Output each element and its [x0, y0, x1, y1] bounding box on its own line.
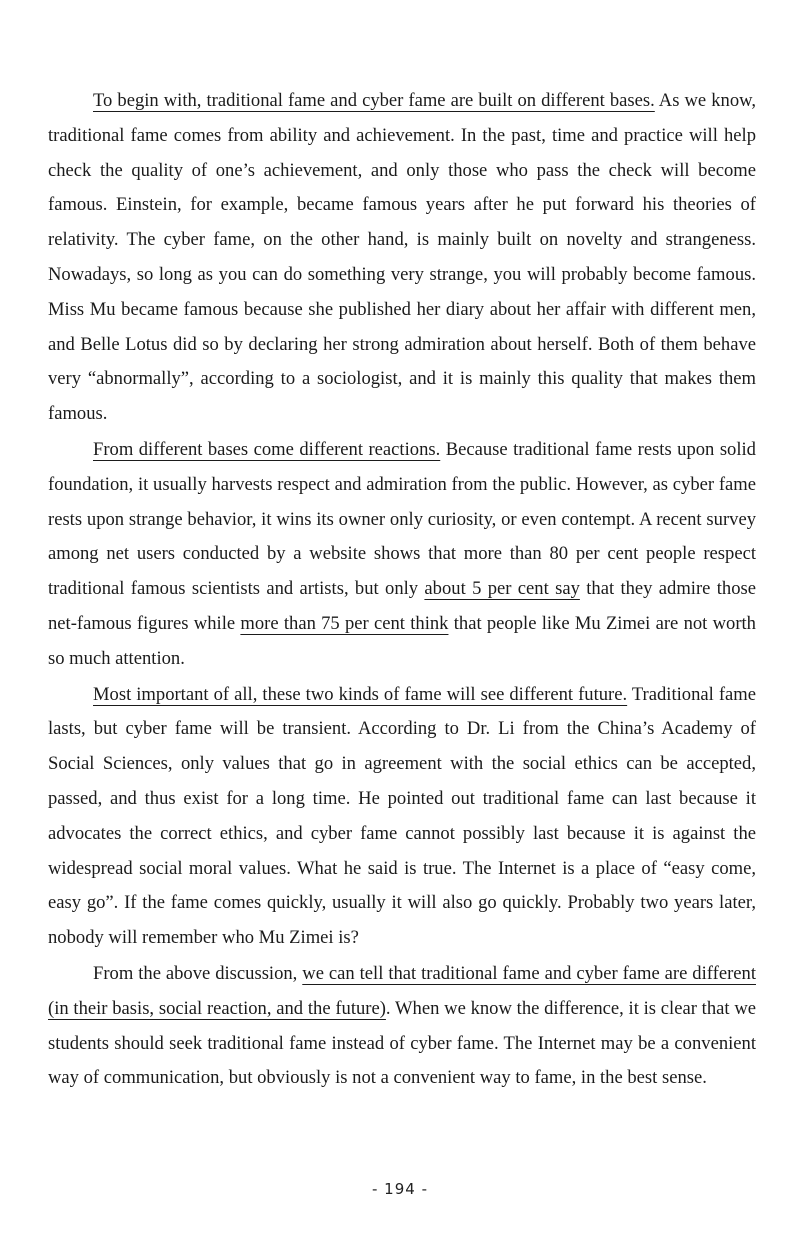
paragraph-1	[48, 84, 756, 432]
paragraph-4-body: . When we know the difference, it is clear that we students should seek traditional fame instead of cyber fame. The Internet may be a convenient way of communication, but obviously is not a convenient way to fame, in the best sense.	[48, 997, 756, 1089]
paragraph-4	[48, 957, 756, 1096]
paragraph-2	[48, 433, 756, 677]
paragraph-2-body: Because traditional fame rests upon solid foundation, it usually harvests respect and admiration from the public. However, as cyber fame rests upon strange behavior, it wins its owner only curiosity, or even contempt. A recent survey among net users conducted by a website shows that more than 80 per cent people respect traditional famous scientists and artists, but only	[48, 438, 756, 600]
underlined-phrase-survey-5: about 5 per cent say	[424, 578, 580, 600]
page-number: - 194 -	[372, 1180, 428, 1198]
topic-sentence-3: Most important of all, these two kinds of fame will see different future.	[93, 683, 628, 705]
conclusion-sentence: we can tell that traditional fame and cyber fame are different (in their basis, social reaction, and the future)	[48, 962, 756, 1019]
document-body	[48, 84, 756, 1096]
underlined-phrase-survey-75: more than 75 per cent think	[240, 612, 449, 634]
paragraph-3	[48, 678, 756, 956]
paragraph-2-body-cont: that they admire those net-famous figures while	[48, 578, 757, 634]
paragraph-1-body: As we know, traditional fame comes from ability and achievement. In the past, time and practice will help check the quality of one’s achievement, and only those who pass the check will become famous. Einstein, for example, became famous years after he put forward his theories of relativity. The cyber fame, on the other hand, is mainly built on novelty and strangeness. Nowadays, so long as you can do something very strange, you will probably become famous. Miss Mu became famous because she published her diary about her affair with different men, and Belle Lotus did so by declaring her strong admiration about herself. Both of them behave very “abnormally”, according to a sociologist, and it is mainly this quality that makes them famous.	[48, 90, 756, 425]
paragraph-2-body-end: that people like Mu Zimei are not worth so much attention.	[48, 612, 756, 669]
paragraph-3-body: Traditional fame lasts, but cyber fame will be transient. According to Dr. Li from the China’s Academy of Social Sciences, only values that go in agreement with the social ethics can be accepted, passed, and thus exist for a long time. He pointed out traditional fame can last because it advocates the correct ethics, and cyber fame cannot possibly last because it is against the widespread social moral values. What he said is true. The Internet is a place of “easy come, easy go”. If the fame comes quickly, usually it will also go quickly. Probably two years later, nobody will remember who Mu Zimei is?	[48, 683, 756, 949]
topic-sentence-1: To begin with, traditional fame and cyber fame are built on different bases.	[93, 90, 655, 111]
topic-sentence-2: From different bases come different reactions.	[93, 438, 441, 460]
paragraph-4-intro: From the above discussion,	[93, 962, 303, 984]
